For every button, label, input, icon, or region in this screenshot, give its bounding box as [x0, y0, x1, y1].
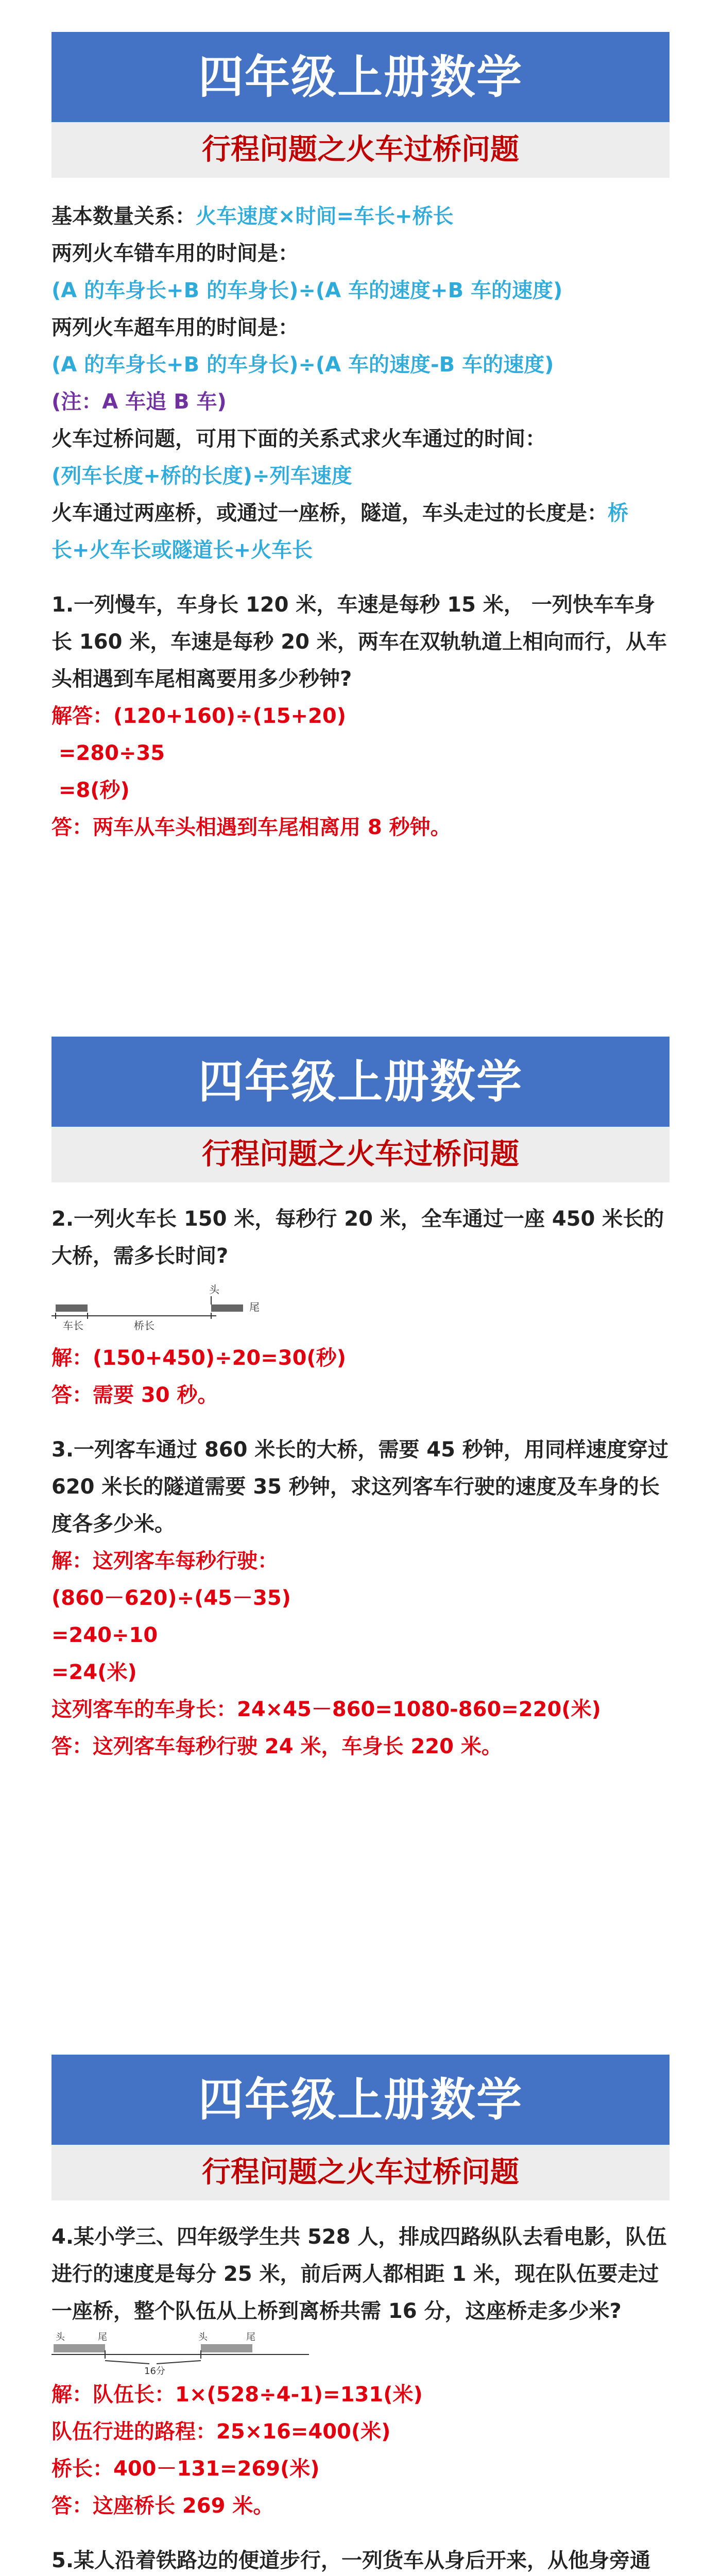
section-2-title: 四年级上册数学 [52, 1037, 670, 1127]
distance-line [52, 495, 670, 532]
section-3-title: 四年级上册数学 [52, 2055, 670, 2145]
problem-2-answer: 答：需要 30 秒。 [52, 1383, 218, 1407]
basics-block [52, 198, 670, 846]
problem-5-question: 5.某人沿着铁路边的便道步行，一列货车从身后开来，从他身旁通 [52, 2549, 651, 2572]
section-1-subtitle: 行程问题之火车过桥问题 [52, 122, 670, 178]
problem-2-diagram [52, 1284, 340, 1330]
problem-1-solution-1: 解答：(120+160)÷(15+20) [52, 704, 346, 728]
cross-formula: (A 的车身长+B 的车身长)÷(A 车的速度+B 车的速度) [52, 279, 563, 302]
diagram-4-brace-left [105, 2361, 149, 2364]
diagram-4-team-end [201, 2344, 252, 2352]
distance-formula-b: 长+火车长或隧道长+火车长 [52, 538, 313, 562]
problem-3-solution-1: 解：这列客车每秒行驶： [52, 1549, 278, 1573]
problem-3-solution-5: 这列客车的车身长：24×45－860=1080-860=220(米) [52, 1698, 601, 1721]
diagram-4-head-label-2: 头 [198, 2332, 208, 2343]
problem-1-solution-3: =8(秒) [52, 778, 130, 802]
diagram-2-car-length-label: 车长 [63, 1319, 83, 1330]
distance-formula-a: 桥 [608, 501, 628, 525]
diagram-4-tail-label-1: 尾 [98, 2332, 107, 2343]
problem-4-solution-2: 队伍行进的路程：25×16=400(米) [52, 2420, 391, 2444]
problem-1-question: 1.一列慢车，车身长 120 米，车速是每秒 15 米， 一列快车车身长 160 米，车速是每秒 20 米，两车在双轨轨道上相向而行，从车头相遇到车尾相离要用多少秒钟? [52, 593, 667, 691]
diagram-2-train-end [211, 1304, 243, 1312]
problem-3-solution-3: =240÷10 [52, 1623, 158, 1647]
problem-4-solution-1: 解：队伍长：1×(528÷4-1)=131(米) [52, 2383, 423, 2406]
diagram-4-time-label: 16分 [144, 2366, 165, 2376]
page-2-content [52, 1200, 670, 1765]
problem-4-diagram [52, 2330, 309, 2376]
section-3-subtitle: 行程问题之火车过桥问题 [52, 2145, 670, 2200]
diagram-4-head-label-1: 头 [56, 2332, 65, 2343]
overtake-note: (注：A 车追 B 车) [52, 390, 227, 414]
distance-label: 火车通过两座桥，或通过一座桥，隧道，车头走过的长度是： [52, 501, 608, 525]
relation-formula: 火车速度×时间=车长+桥长 [196, 205, 454, 228]
problem-1-solution-2: =280÷35 [52, 741, 165, 765]
problem-1-answer: 答：两车从车头相遇到车尾相离用 8 秒钟。 [52, 816, 451, 839]
problem-4-solution-3: 桥长：400－131=269(米) [52, 2457, 320, 2481]
problem-3-solution-2: (860－620)÷(45－35) [52, 1586, 291, 1610]
problem-2-question: 2.一列火车长 150 米，每秒行 20 米，全车通过一座 450 米长的大桥，需多长时间? [52, 1207, 664, 1268]
problem-3-solution-4: =24(米) [52, 1660, 137, 1684]
bridge-intro: 火车过桥问题，可用下面的关系式求火车通过的时间： [52, 427, 546, 451]
diagram-4-team-start [54, 2344, 105, 2352]
relation-line [52, 198, 670, 235]
diagram-4-brace-right [157, 2361, 201, 2364]
diagram-2-head-label: 头 [209, 1284, 219, 1296]
section-2-subtitle: 行程问题之火车过桥问题 [52, 1127, 670, 1182]
relation-label: 基本数量关系： [52, 205, 196, 228]
diagram-2-bridge-length-label: 桥长 [134, 1319, 154, 1330]
problem-2-solution-1: 解：(150+450)÷20=30(秒) [52, 1346, 346, 1370]
problem-3-question: 3.一列客车通过 860 米长的大桥，需要 45 秒钟，用同样速度穿过 620 米长的隧道需要 35 秒钟，求这列客车行驶的速度及车身的长度各多少米。 [52, 1438, 668, 1536]
cross-label: 两列火车错车用的时间是： [52, 242, 299, 265]
page-3-content [52, 2218, 670, 2576]
problem-4-answer: 答：这座桥长 269 米。 [52, 2494, 274, 2518]
problem-3-answer: 答：这列客车每秒行驶 24 米，车身长 220 米。 [52, 1735, 502, 1758]
diagram-2-tail-label: 尾 [249, 1301, 260, 1313]
section-1-title: 四年级上册数学 [52, 32, 670, 122]
diagram-4-tail-label-2: 尾 [246, 2332, 255, 2343]
bridge-formula: (列车长度+桥的长度)÷列车速度 [52, 464, 352, 488]
overtake-label: 两列火车超车用的时间是： [52, 316, 299, 340]
problem-4-question: 4.某小学三、四年级学生共 528 人，排成四路纵队去看电影，队伍进行的速度是每分 25 米，前后两人都相距 1 米，现在队伍要走过一座桥，整个队伍从上桥到离桥共需 16 分，这座桥走多少米? [52, 2225, 667, 2323]
overtake-formula: (A 的车身长+B 的车身长)÷(A 车的速度-B 车的速度) [52, 353, 554, 377]
diagram-2-train-start [56, 1304, 88, 1312]
